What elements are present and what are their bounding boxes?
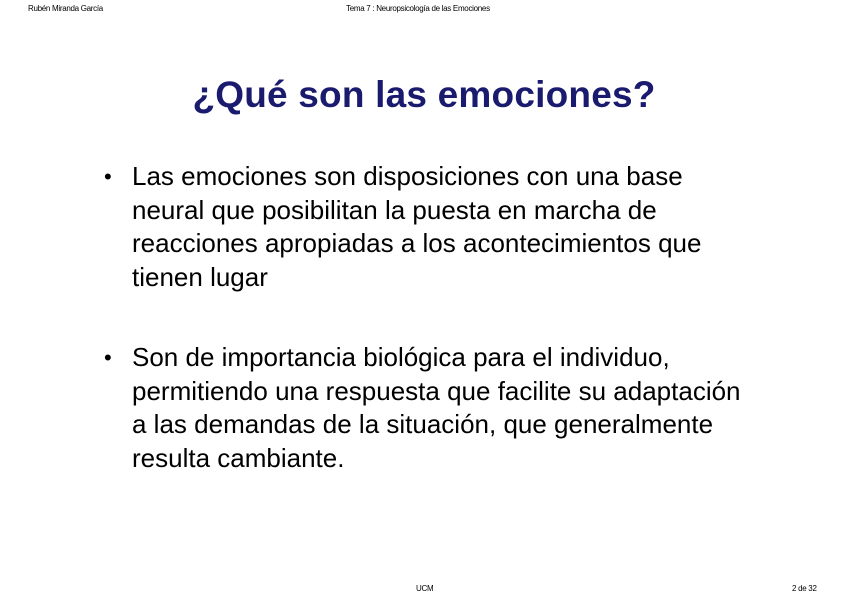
bullet-icon: • — [104, 164, 112, 189]
bullet-item — [104, 341, 744, 475]
header-topic: Tema 7 : Neuropsicología de las Emociones — [346, 4, 490, 13]
bullet-text: Las emociones son disposiciones con una base neural que posibilitan la puesta en marcha de reacciones apropiadas a los acontecimientos que tienen lugar — [132, 161, 702, 292]
slide-title: ¿Qué son las emociones? — [192, 74, 656, 115]
bullet-icon: • — [104, 345, 112, 370]
bullet-item — [104, 160, 744, 294]
footer-institution: UCM — [416, 584, 434, 593]
bullet-list — [104, 160, 744, 475]
page-number: 2 de 32 — [792, 584, 817, 593]
header-author: Rubén Miranda García — [28, 4, 103, 13]
bullet-text: Son de importancia biológica para el individuo, permitiendo una respuesta que facilite su adaptación a las demandas de la situación, que generalmente resulta cambiante. — [132, 342, 741, 473]
